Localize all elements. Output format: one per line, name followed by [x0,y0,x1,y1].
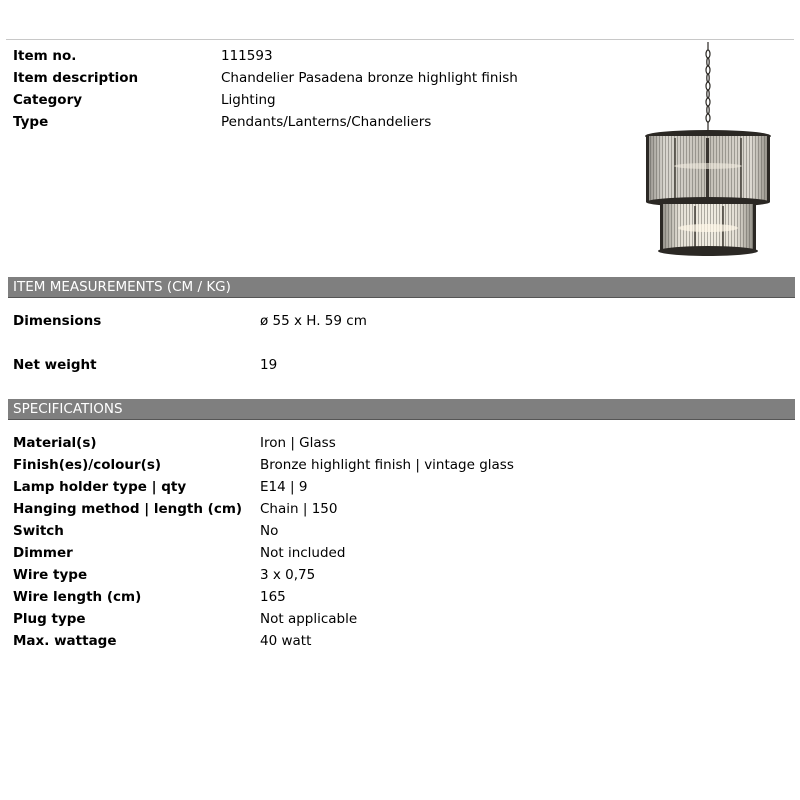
top-divider [6,39,794,40]
measurement-value: ø 55 x H. 59 cm [260,313,367,329]
info-label: Category [13,92,83,108]
spec-label: Lamp holder type | qty [13,479,187,495]
info-label: Type [13,114,49,130]
spec-label: Material(s) [13,435,97,451]
section-header-specifications: SPECIFICATIONS [8,399,795,420]
info-value: Pendants/Lanterns/Chandeliers [221,114,432,130]
info-value: Lighting [221,92,276,108]
spec-value: Iron | Glass [260,435,336,451]
info-value: Chandelier Pasadena bronze highlight finish [221,70,518,86]
spec-value: Not applicable [260,611,358,627]
spec-value: 3 x 0,75 [260,567,316,583]
spec-label: Dimmer [13,545,73,561]
spec-value: E14 | 9 [260,479,308,495]
section-header-measurements: ITEM MEASUREMENTS (CM / KG) [8,277,795,298]
info-label: Item description [13,70,139,86]
measurement-label: Net weight [13,357,97,373]
spec-label: Finish(es)/colour(s) [13,457,162,473]
spec-value: 40 watt [260,633,312,649]
spec-label: Wire type [13,567,88,583]
spec-label: Hanging method | length (cm) [13,501,243,517]
product-image-chandelier [638,42,778,260]
spec-value: No [260,523,279,539]
spec-label: Switch [13,523,64,539]
measurement-label: Dimensions [13,313,102,329]
measurement-value: 19 [260,357,278,373]
spec-value: 165 [260,589,286,605]
spec-value: Bronze highlight finish | vintage glass [260,457,514,473]
spec-value: Chain | 150 [260,501,338,517]
spec-label: Wire length (cm) [13,589,142,605]
chain [706,42,710,130]
spec-label: Plug type [13,611,86,627]
spec-value: Not included [260,545,346,561]
info-label: Item no. [13,48,77,64]
spec-label: Max. wattage [13,633,117,649]
info-value: 111593 [221,48,273,64]
